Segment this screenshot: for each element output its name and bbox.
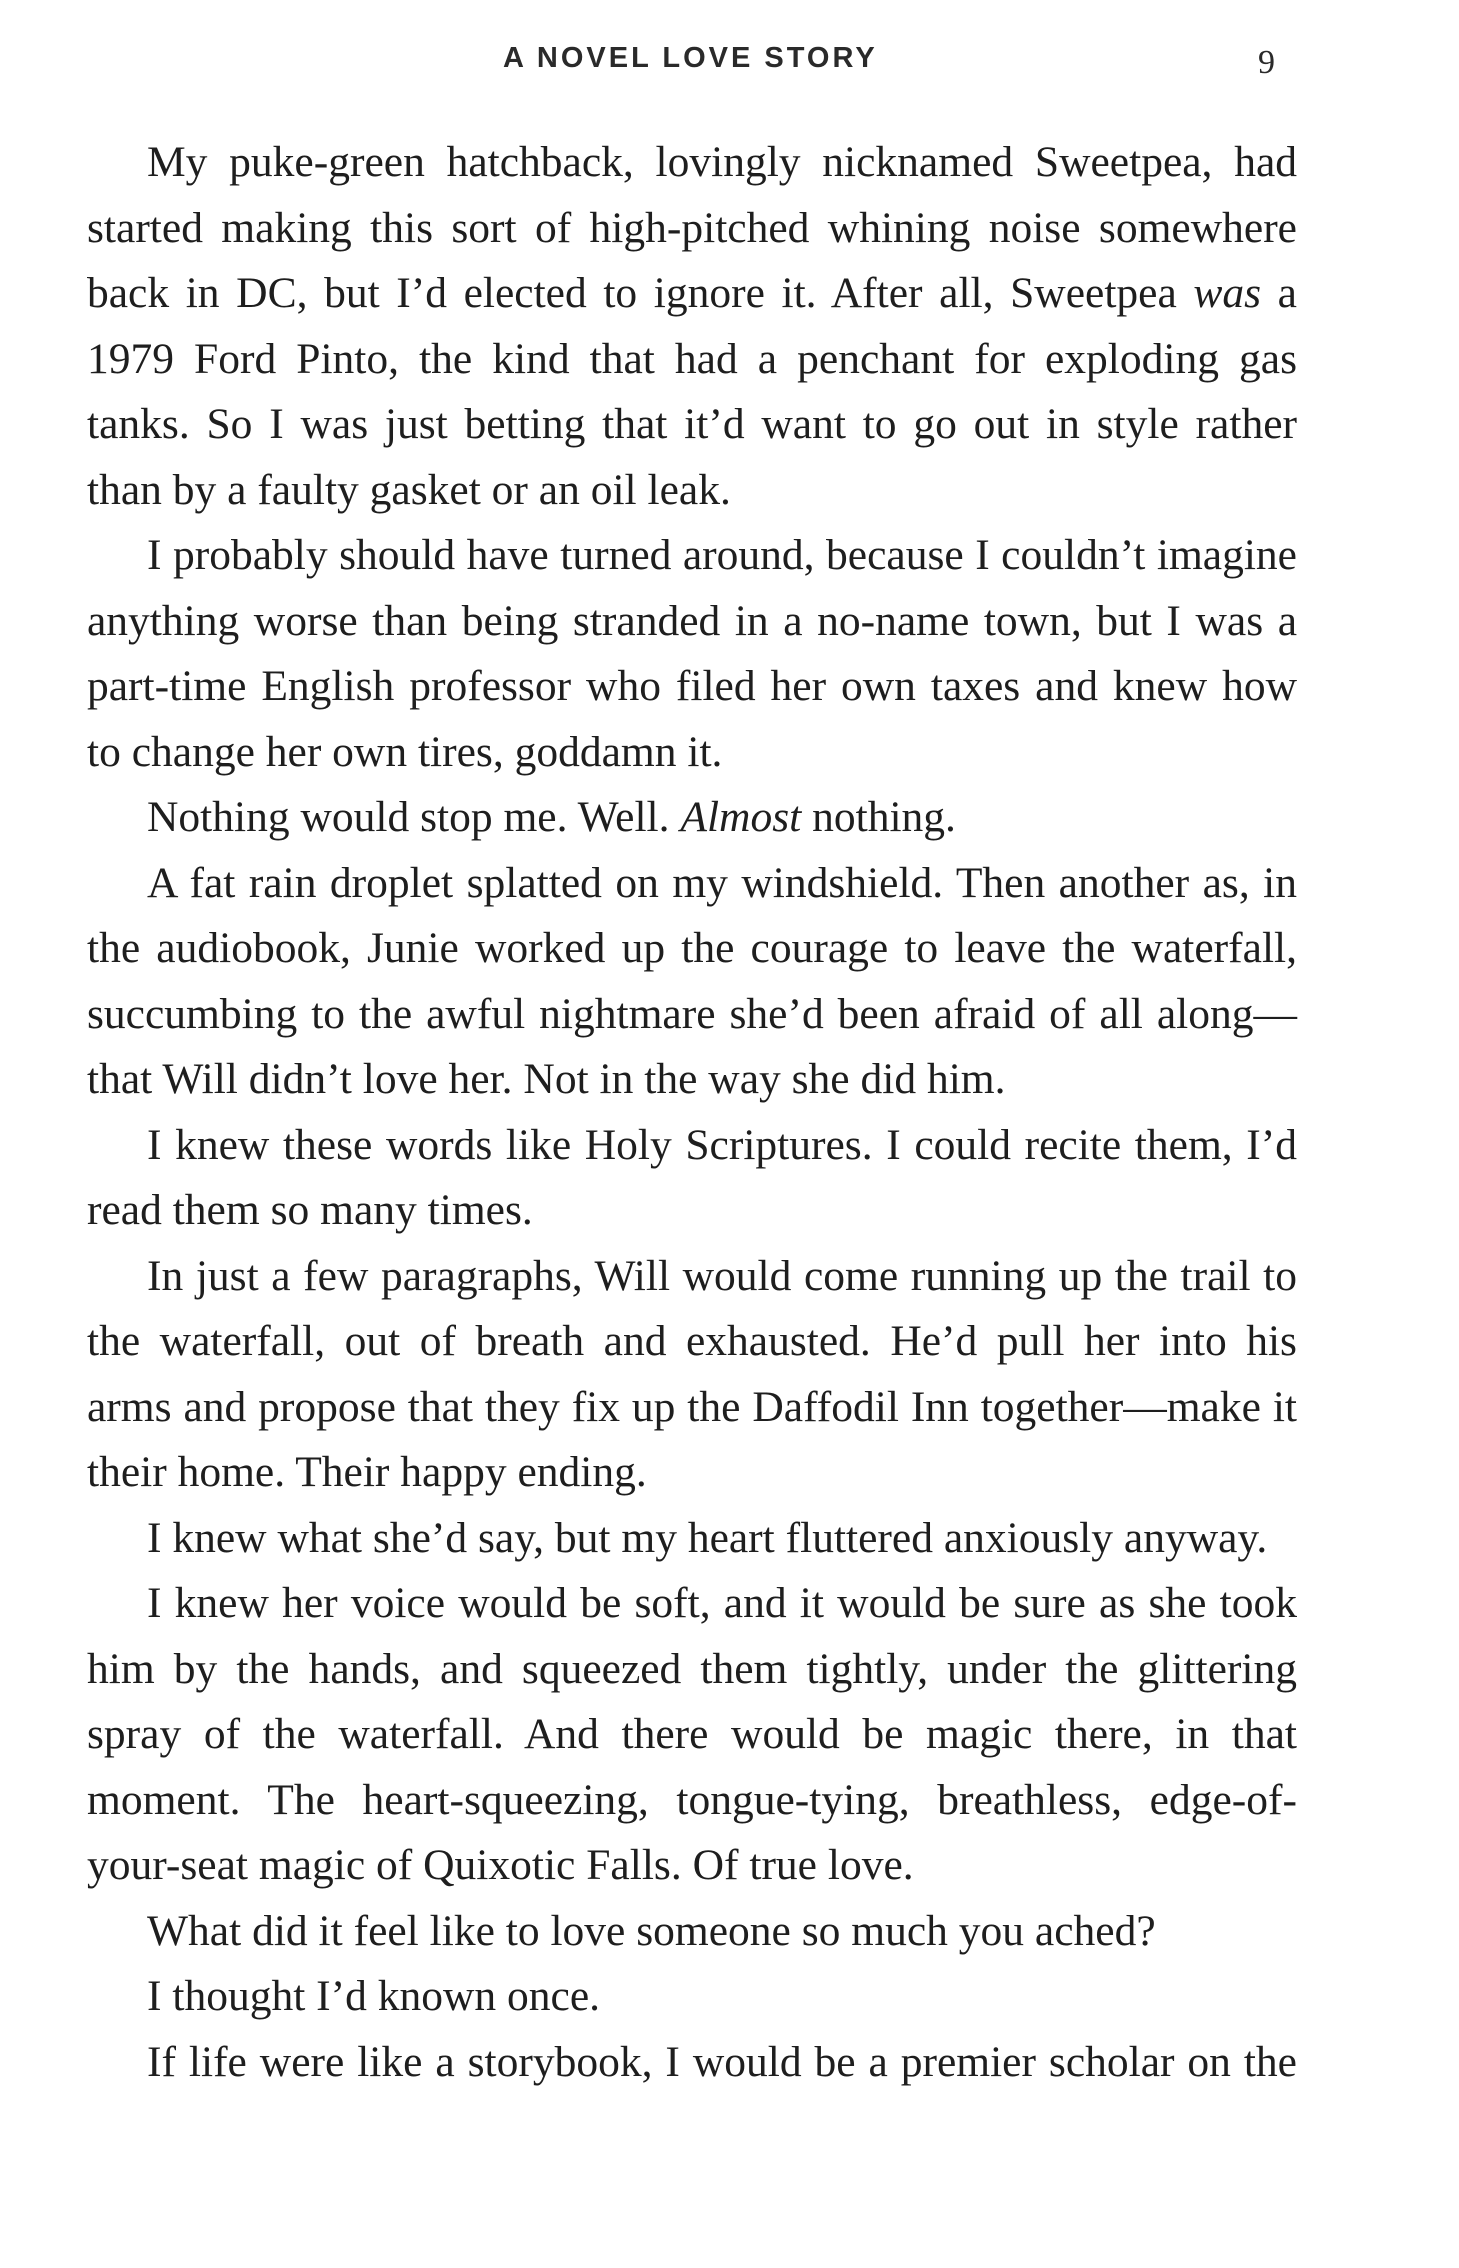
text-segment: A fat rain droplet splatted on my windshield. Then another as, in the audiobook, Junie worked up the courage to leave the waterfall, succumbing to the awful nightmare she’d been afraid of all along—that Will didn’t love her. Not in the way she did him. [87,858,1297,1103]
text-segment: If life were like a storybook, I would be a premier scholar on the [147,2037,1297,2086]
paragraph [87,1506,1297,1572]
paragraph [87,1113,1297,1244]
paragraph [87,523,1297,785]
paragraph [87,851,1297,1113]
text-segment: I knew her voice would be soft, and it would be sure as she took him by the hands, and squeezed them tightly, under the glittering spray of the waterfall. And there would be magic there, in that moment. The heart-squeezing, tongue-tying, breathless, edge-of-your-seat magic of Quixotic Falls. Of true love. [87,1579,1297,1889]
paragraph [87,130,1297,523]
paragraph [87,1964,1297,2030]
body-text [87,130,1297,2095]
italic-text: Almost [680,793,802,841]
text-segment: In just a few paragraphs, Will would come running up the trail to the waterfall, out of breath and exhausted. He’d pull her into his arms and propose that they fix up the Daffodil Inn together—make it their home. Their happy ending. [87,1251,1297,1496]
text-segment: I knew these words like Holy Scriptures. I could recite them, I’d read them so many times. [87,1120,1297,1234]
paragraph [87,1244,1297,1506]
text-segment: a 1979 Ford Pinto, the kind that had a penchant for exploding gas tanks. So I was just betting that it’d want to go out in style rather than by a faulty gasket or an oil leak. [87,269,1297,514]
paragraph [87,1571,1297,1899]
running-title: A NOVEL LOVE STORY [503,42,878,74]
italic-text: was [1193,269,1262,317]
text-segment: What did it feel like to love someone so much you ached? [147,1906,1156,1955]
text-segment: nothing. [801,793,956,841]
running-header [0,42,1459,82]
page-number: 9 [1258,44,1275,81]
text-segment: My puke-green hatchback, lovingly nicknamed Sweetpea, had started making this sort of high-pitched whining noise somewhere back in DC, but I’d elected to ignore it. After all, Sweetpea [87,138,1297,317]
text-segment: I thought I’d known once. [147,1972,601,2020]
text-segment: I knew what she’d say, but my heart fluttered anxiously anyway. [147,1513,1268,1562]
paragraph [87,785,1297,851]
paragraph [87,2030,1297,2096]
text-segment: I probably should have turned around, because I couldn’t imagine anything worse than being stranded in a no-name town, but I was a part-time English professor who filed her own taxes and knew how to change her own tires, goddamn it. [87,531,1297,776]
text-segment: Nothing would stop me. Well. [147,793,681,841]
paragraph [87,1899,1297,1965]
